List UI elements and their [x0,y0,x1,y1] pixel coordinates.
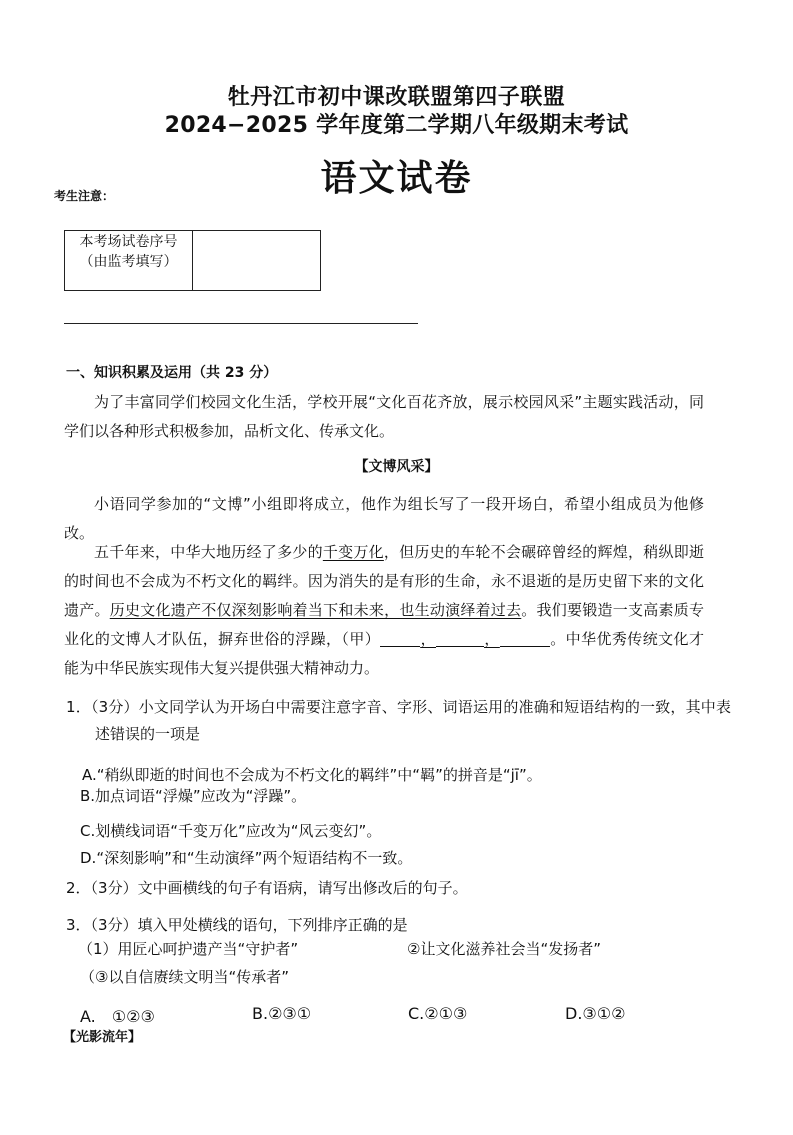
underlined-word: 千变万化 [322,543,384,561]
q3-option-a: A. ①②③ [80,1007,155,1026]
q3-item-3: （③以自信赓续文明当“传承者” [80,968,289,986]
question-2: 2．（3分）文中画横线的句子有语病，请写出修改后的句子。 [66,879,468,897]
next-section-heading: 【光影流年】 [63,1030,142,1045]
exam-term: 2024−2025 学年度第二学期八年级期末考试 [164,113,629,138]
answer-blank[interactable] [500,628,550,647]
section-intro: 为了丰富同学们校园文化生活，学校开展“文化百花齐放，展示校园风采”主题实践活动，同学们以各种形式积极参加，品析文化、传承文化。 [64,393,704,440]
q1-option-a: A.“稍纵即逝的时间也不会成为不朽文化的羁绊”中“羁”的拼音是“jī”。 [82,766,542,784]
q1-option-b: B.加点词语“浮燥”应改为“浮躁”。 [80,787,307,805]
q3-option-d: D.③①② [565,1004,626,1023]
answer-blank[interactable] [436,628,484,647]
question-3: 3．（3分）填入甲处横线的语句，下列排序正确的是 [66,916,408,934]
sub-heading: 【文博风采】 [354,459,439,475]
divider-line [64,323,418,324]
exam-organizer: 牡丹江市初中课改联盟第四子联盟 [227,85,566,110]
q1-option-d: D.“深刻影响”和“生动演绎”两个短语结构不一致。 [80,849,413,867]
answer-blank[interactable] [380,628,420,647]
seat-number-box [64,230,321,291]
exam-subject-title: 语文试卷 [320,158,473,199]
question-1: 1．（3分）小文同学认为开场白中需要注意字音、字形、词语运用的准确和短语结构的一致，其中表述错误的一项是 [66,698,731,743]
q3-item-2: ②让文化滋养社会当“发扬者” [407,940,601,958]
candidate-notice-label: 考生注意： [54,189,115,203]
q3-option-b: B.②③① [252,1004,312,1023]
story-paragraph: 小语同学参加的“文博”小组即将成立，他作为组长写了一段开场白，希望小组成员为他修改。 [64,495,704,542]
q3-option-c: C.②①③ [408,1004,468,1023]
q3-item-1: （1）用匠心呵护遗产当“守护者” [78,940,299,958]
underlined-sentence: 历史文化遗产不仅深刻影响着当下和未来，也生动演绎着过去 [109,601,522,619]
passage-paragraph: 五千年来，中华大地历经了多少的千变万化，但历史的车轮不会碾碎曾经的辉煌，稍纵即逝的时间也不会成为不朽文化的羁绊。因为消失的是有形的生命，永不退逝的是历史留下来的文化遗产。历史文化遗产不仅深刻影响着当下和未来，也生动演绎着过去。我们要锻造一支高素质专业化的文博人才队伍，摒弃世俗的浮躁，（甲） ， ， 。中华优秀传统文化才能为中华民族实现伟大复兴提供强大精神动力。 [64,543,704,677]
section-heading: 一、知识积累及运用（共 23 分） [66,365,278,381]
seat-number-label: 本考场试卷序号 （由监考填写） [65,231,193,290]
q1-option-c: C.划横线词语“千变万化”应改为“风云变幻”。 [80,822,382,840]
seat-number-field[interactable] [193,231,320,290]
